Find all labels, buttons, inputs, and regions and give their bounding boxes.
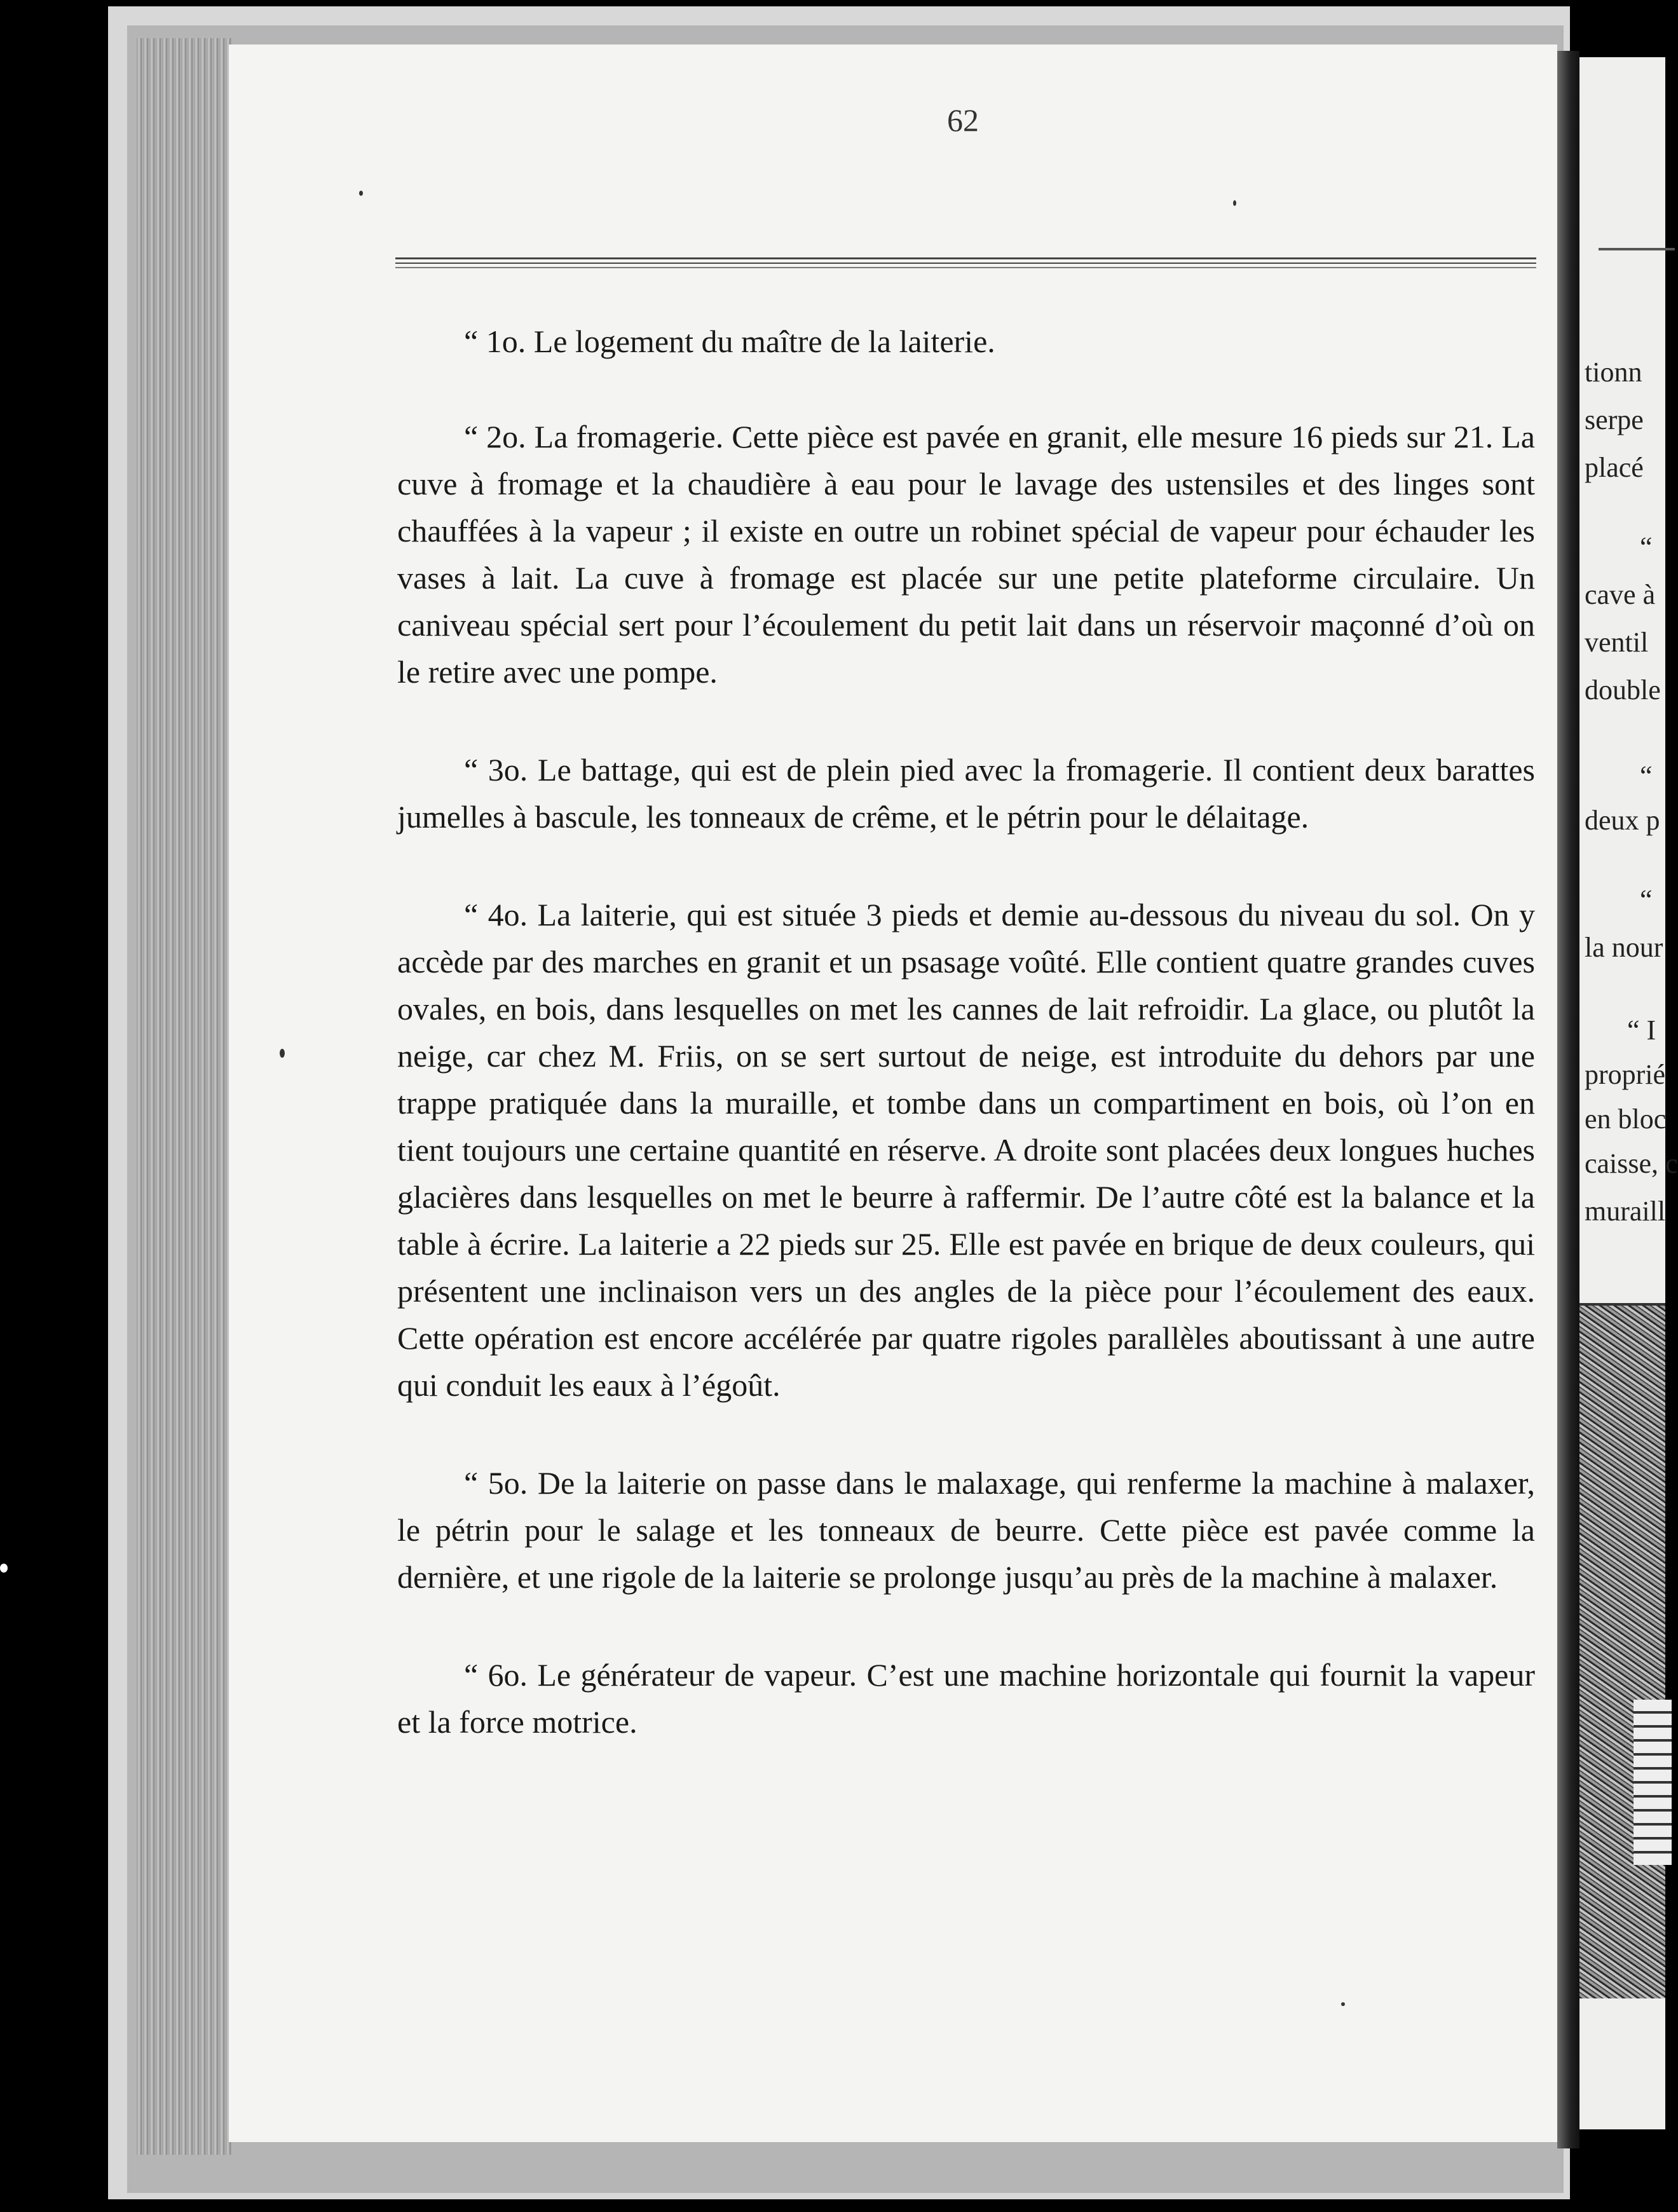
page-body — [397, 318, 1535, 1745]
paper-speck — [0, 1564, 8, 1573]
paragraph-6: “ 6o. Le générateur de vapeur. C’est une machine horizontale qui fournit la vapeur et la force motrice. — [397, 1657, 1535, 1740]
paper-speck — [359, 191, 363, 196]
facing-page-line: cave à — [1585, 579, 1656, 610]
paper-speck — [1341, 2002, 1345, 2006]
facing-page-line: “ — [1640, 760, 1653, 791]
facing-page-line: “ I — [1627, 1014, 1656, 1046]
facing-page-line: tionn — [1585, 357, 1642, 388]
paragraph-5: “ 5o. De la laiterie on passe dans le malaxage, qui renferme la machine à malaxer, le pétrin pour le salage et les tonneaux de beurre. Cette pièce est pavée comme la dernière, et une rigole de la laiterie se prolonge jusqu’au près de la machine à malaxer. — [397, 1465, 1535, 1595]
facing-page-line: placé — [1585, 452, 1644, 483]
facing-page-line: en bloc — [1585, 1103, 1667, 1135]
paper-speck — [280, 1049, 285, 1058]
facing-page-rule — [1599, 248, 1675, 250]
paragraph-4: “ 4o. La laiterie, qui est située 3 pieds et demie au-dessous du niveau du sol. On y accède par des marches en granit et un psasage voûté. Elle contient quatre grandes cuves ovales, en bois, dans lesquelles on met les cannes de lait refroidir. La glace, ou plutôt la neige, car chez M. Friis, on se sert surtout de neige, est introduite du dehors par une trappe pratiquée dans la muraille, et tombe dans un compartiment en bois, où l’on en tient toujours une certaine quantité en réserve. A droite sont placées deux longues huches glacières dans lesquelles on met le beurre à raffermir. De l’autre côté est la balance et la table à écrire. La laiterie a 22 pieds sur 25. Elle est pavée en brique de deux couleurs, qui présentent une inclinaison vers un des angles de la pièce pour l’écoulement des eaux. Cette opération est encore accélérée par quatre rigoles parallèles aboutissant à une autre qui conduit les eaux à l’égoût. — [397, 897, 1535, 1403]
facing-page-line: caisse, c — [1585, 1148, 1678, 1179]
header-rule — [395, 257, 1536, 259]
paper-speck — [1233, 200, 1236, 206]
page-number: 62 — [947, 102, 979, 138]
facing-page-line: ventil — [1585, 627, 1649, 658]
facing-page-line: double — [1585, 674, 1661, 706]
facing-page-line: “ — [1640, 884, 1653, 915]
facing-page-line: muraill — [1585, 1196, 1666, 1227]
page-stack-edges — [137, 38, 232, 2155]
facing-page-line: proprié — [1585, 1059, 1666, 1090]
facing-page-engraving — [1579, 1303, 1665, 1998]
paragraph-1: “ 1o. Le logement du maître de la laiterie. — [464, 324, 995, 359]
facing-page-line: “ — [1640, 531, 1653, 563]
facing-page-line: la nour — [1585, 932, 1663, 963]
facing-page-line: deux p — [1585, 805, 1660, 836]
facing-page-fragment — [1579, 57, 1678, 2129]
paragraph-2: “ 2o. La fromagerie. Cette pièce est pavée en granit, elle mesure 16 pieds sur 21. La cuve à fromage et la chaudière à eau pour le lavage des ustensiles et des linges sont chauffées à la vapeur ; il existe en outre un robinet spécial de vapeur pour échauder les vases à lait. La cuve à fromage est placée sur une petite plateforme circulaire. Un caniveau spécial sert pour l’écoulement du petit lait dans un réservoir maçonné d’où on le retire avec une pompe. — [397, 419, 1535, 690]
header-rule — [395, 267, 1536, 268]
book-gutter — [1557, 51, 1579, 2148]
engraving-detail — [1634, 1700, 1672, 1865]
facing-page-line: serpe — [1585, 404, 1644, 435]
header-rule — [395, 263, 1536, 264]
paragraph-3: “ 3o. Le battage, qui est de plein pied avec la fromagerie. Il contient deux barattes jumelles à bascule, les tonneaux de crême, et le pétrin pour le délaitage. — [397, 752, 1535, 835]
